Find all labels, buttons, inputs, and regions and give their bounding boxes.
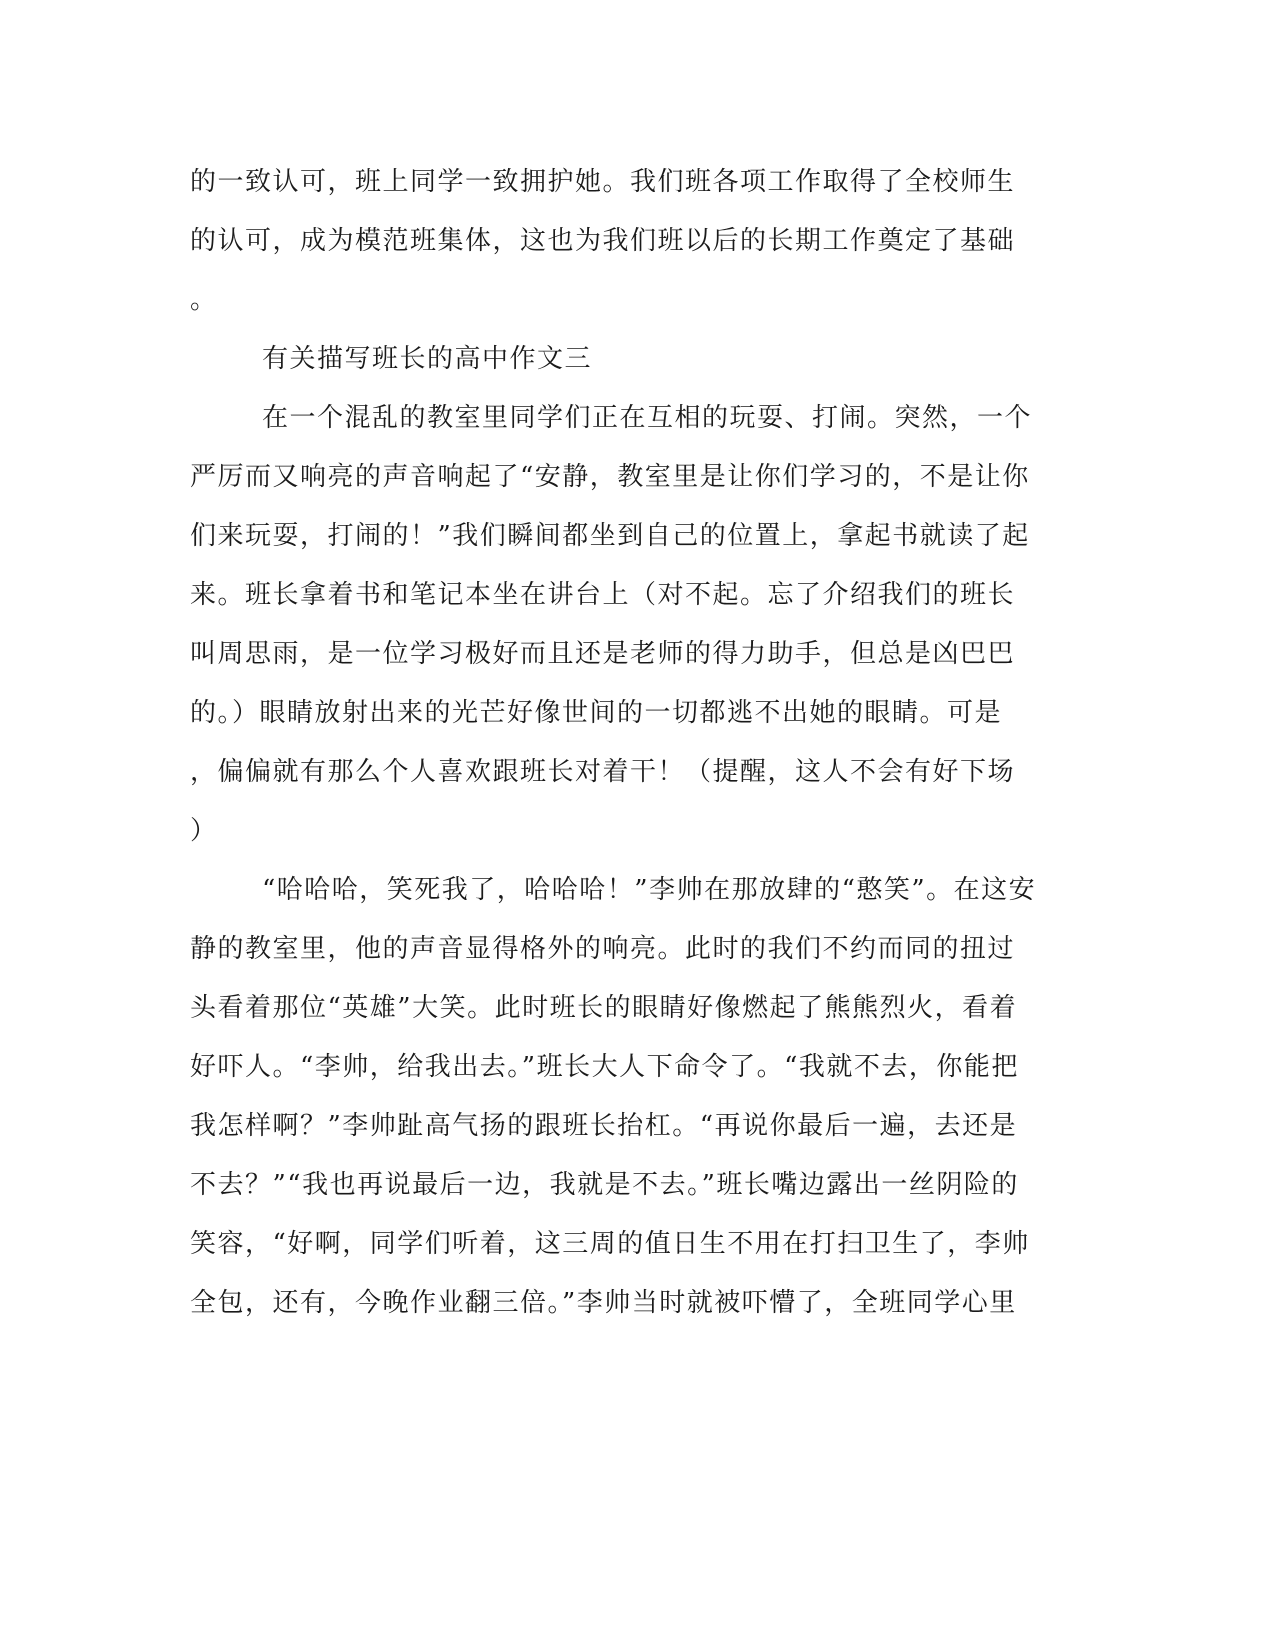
text-line-18: 不去？”“我也再说最后一边，我就是不去。”班长嘴边露出一丝阴险的 <box>190 1170 1019 1200</box>
text-line-13: “哈哈哈，笑死我了，哈哈哈！”李帅在那放肆的“憨笑”。在这安 <box>262 875 1037 905</box>
text-line-16: 好吓人。“李帅，给我出去。”班长大人下命令了。“我就不去，你能把 <box>190 1052 1019 1082</box>
text-line-14: 静的教室里，他的声音显得格外的响亮。此时的我们不约而同的扭过 <box>190 934 1016 964</box>
text-line-5: 在一个混乱的教室里同学们正在互相的玩耍、打闹。突然，一个 <box>262 403 1033 433</box>
text-line-20: 全包，还有，今晚作业翻三倍。”李帅当时就被吓懵了，全班同学心里 <box>190 1288 1017 1318</box>
text-line-15: 头看着那位“英雄”大笑。此时班长的眼睛好像燃起了熊熊烈火，看着 <box>190 993 1018 1023</box>
text-line-6: 严厉而又响亮的声音响起了“安静，教室里是让你们学习的，不是让你 <box>190 462 1030 492</box>
text-line-2: 的认可，成为模范班集体，这也为我们班以后的长期工作奠定了基础 <box>190 226 1016 256</box>
text-line-3: 。 <box>190 285 218 315</box>
text-line-19: 笑容，“好啊，同学们听着，这三周的值日生不用在打扫卫生了，李帅 <box>190 1229 1030 1259</box>
section-heading: 有关描写班长的高中作文三 <box>262 344 593 374</box>
text-line-10: 的。）眼睛放射出来的光芒好像世间的一切都逃不出她的眼睛。可是 <box>190 698 1003 728</box>
text-line-11: ，偏偏就有那么个人喜欢跟班长对着干！（提醒，这人不会有好下场 <box>190 757 1016 787</box>
text-line-8: 来。班长拿着书和笔记本坐在讲台上（对不起。忘了介绍我们的班长 <box>190 580 1016 610</box>
text-line-17: 我怎样啊？”李帅趾高气扬的跟班长抬杠。“再说你最后一遍，去还是 <box>190 1111 1018 1141</box>
text-line-1: 的一致认可，班上同学一致拥护她。我们班各项工作取得了全校师生 <box>190 167 1016 197</box>
text-line-9: 叫周思雨，是一位学习极好而且还是老师的得力助手，但总是凶巴巴 <box>190 639 1016 669</box>
text-line-7: 们来玩耍，打闹的！”我们瞬间都坐到自己的位置上，拿起书就读了起 <box>190 521 1030 551</box>
text-line-12: ） <box>190 816 218 846</box>
